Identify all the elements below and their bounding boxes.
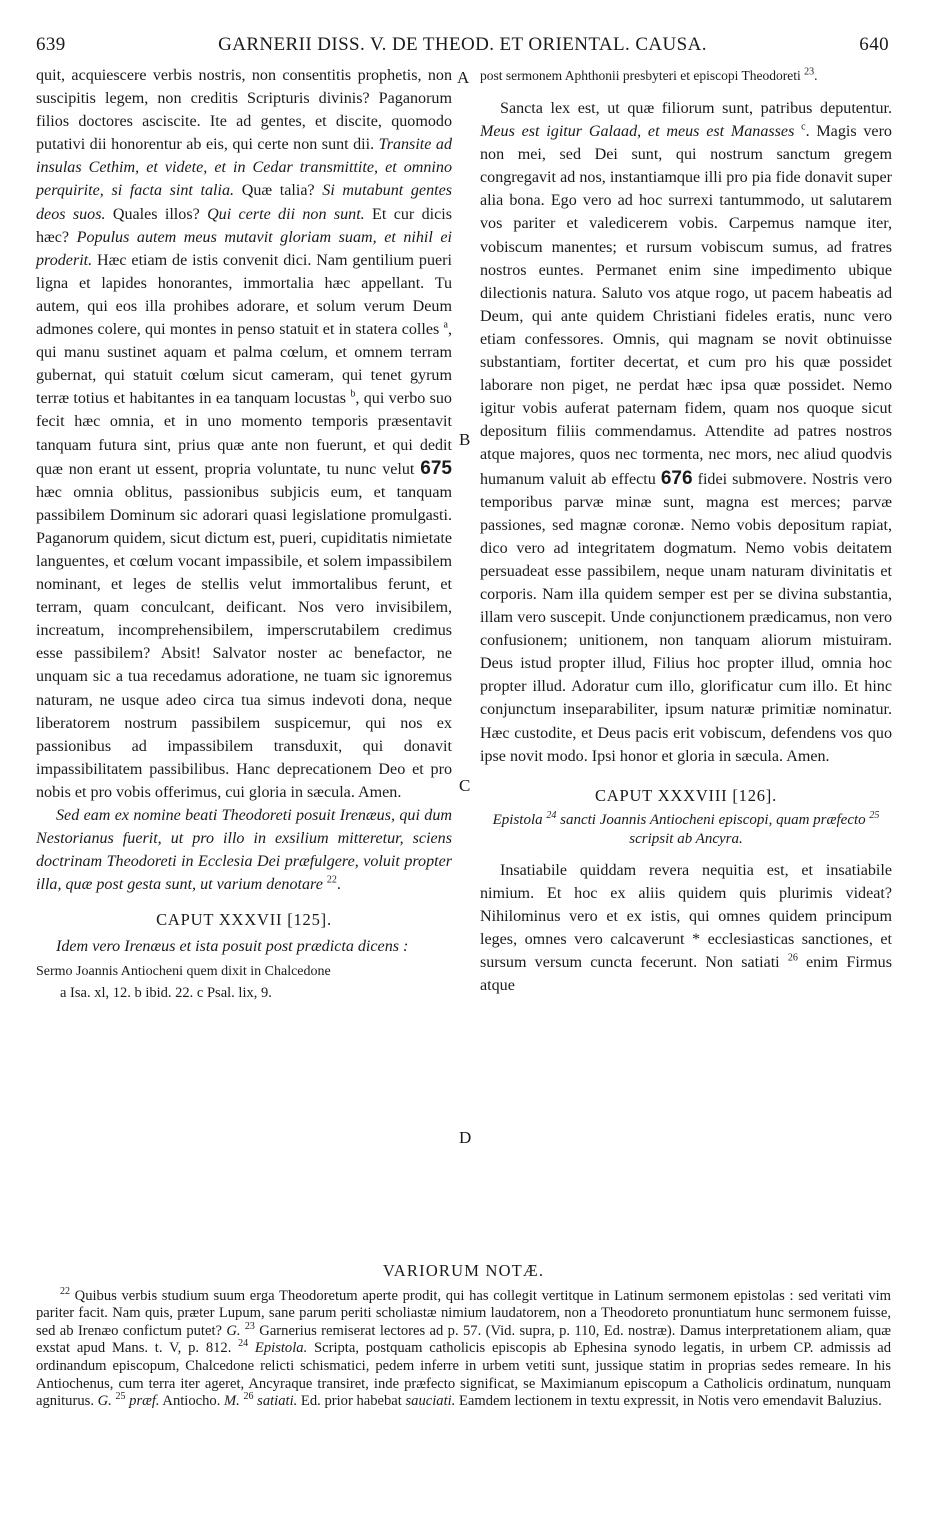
italic-text: Sed eam ex nomine beati Theodoreti posuit Irenæus, qui dum Nestorianus fuerit, ut pro illo in exsilium mitteretur, sciens doctrinam Theodoreti in Ecclesia Dei præfulgere, voluit propter illa, quæ post gesta sunt, ut varium denotare <box>36 807 452 894</box>
italic-text: Meus est igitur Galaad, et meus est Manasses <box>480 123 795 141</box>
italic-text: Epistola. <box>254 1340 308 1357</box>
caput-xxxviii-heading: CAPUT XXXVIII [126]. <box>594 785 778 805</box>
margin-letter-a: A <box>457 68 470 87</box>
note-reference: 25 <box>115 1391 126 1403</box>
page-number-right: 640 <box>859 34 889 55</box>
variorum-notes <box>36 1262 891 1411</box>
page-number-left: 639 <box>36 34 66 55</box>
italic-text: præf. <box>129 1393 160 1410</box>
italic-text: G. <box>97 1393 112 1410</box>
caput-xxxvii-heading: CAPUT XXXVII [125]. <box>156 910 332 930</box>
page-marker: 675 <box>420 457 452 479</box>
idem-paragraph: Idem vero Irenæus et ista posuit post prædicta dicens : <box>56 938 409 956</box>
italic-text: Transite ad insulas Cethim, et videte, et in Cedar transmittite, et omnino perquirite, si facta sint talia. <box>36 136 452 200</box>
note-reference: 25 <box>869 809 880 821</box>
right-column <box>480 68 892 997</box>
left-main-paragraph: quit, acquiescere verbis nostris, non consentitis prophetis, non suscipitis legem, non creditis Scripturis divinis? Paganorum filios doctores asciscite. Ite ad gentes, et discite, quomodo putativi dii honorentur ab eis, qui certe non sunt dii. Transite ad insulas Cethim, et videte, et in Cedar transmittite, et omnino perquirite, si facta sint talia. Quæ talia? Si mutabunt gentes deos suos. Quales illos? Qui certe dii non sunt. Et cur dicis hæc? Populus autem meus mutavit gloriam suam, et nihil ei proderit. Hæc etiam de istis convenit dici. Nam gentilium pueri ligna et lapides honorantes, immortalia hæc appellant. Tu autem, qui eos illa prohibes adorare, et solum verum Deum admones colere, qui montes in penso statuit et in statera colles $^a$, qui manu sustinet aquam et palma cœlum, et omnem terram gubernat, qui statuit cœlum sicut cameram, qui tenet gyrum terræ totius et habitantes in ea tanquam locustas $^b$, qui verbo suo fecit hæc omnia, et in uno momento temporis præsentavit tanquam futura sint, prius quæ ante non fuerunt, et qui dedit quæ non erant ut essent, propria voluntate, tu nunc velut 675 hæc omnia oblitus, passionibus subjicis eum, et tanquam passibilem Dominum sic adorari quasi legislatione promulgasti. Paganorum quidem, sicut dictum est, pueri, cupiditatis nimietate languentes, et cœlum vocant impassibile, et solem impassibilem nominant, et leges de stellis velut immortalibus ferunt, et terram, quam conculcant, deificant. Nos vero invisibilem, increatum, incomprehensibilem, imperscrutabilem credimus esse passibilem? Absit! Salvator noster ac benefactor, ne unquam sic a tua recedamus adoratione, ne tuam sic ignoremus naturam, ne usque adeo circa tua simus indevoti dona, neque liberatorem nostrum passibilem suspicemur, qui nos ex passionibus ad impassibilem transduxit, qui donavit impassibilitatem passibilibus. Hanc deprecationem Deo et pro nobis et pro vobis offerimus, cui gloria in sæcula. Amen. <box>36 67 453 801</box>
right-main-paragraph: Sancta lex est, ut quæ filiorum sunt, patribus deputentur. Meus est igitur Galaad, et meus est Manasses $^c$. Magis vero non mei, sed Dei sunt, qui nostrum sanctum gregem congregavit ad nos, instantiamque illi pro pia fide donavit super alia bona. Ego vero ad hoc surrexi tantummodo, ut salutarem vos pariter et valedicerem vobis. Carpemus namque iter, vobiscum manentes; et rursum vobiscum sumus, ad fratres nostros euntes. Permanet enim sine impedimento ubique dilectionis natura. Saluto vos atque rogo, ut pacem habeatis ad Deum, qui ante quidem Christiani fideles eratis, nunc vero etiam confessores. Omnis, qui magnam se novit obtinuisse substantiam, fortiter decertat, et cum pro his quæ possidet laborare non piget, ne perdat hæc ipsa quæ possidet. Nemo igitur vobis auferat paternam fidem, quam nos quoque sicut depositum filiis commendamus. Attendite ad patres nostros atque majores, quos nec tormenta, nec mors, nec aliud quodvis humanum valuit ab effectu 676 fidei submovere. Nostris vero temporibus parvæ minæ sunt, magna est merces; parvæ passiones, sed magnæ coronæ. Nemo vobis depositum rapiat, dico vero ad integritatem dogmatum. Nemo vobis deitatem persuadeat esse passibilem, neque unam naturam divinitatis et corporis. Nam illa quidem semper est per se divina substantia, illam vero suscepit. Unde conjunctionem prædicamus, non vero confusionem; unitionem, non tanquam aliorum mistuiram. Deus istud propter illud, Filius hoc propter illud, omnia hoc propter illud. Adoratur cum illo, glorificatur cum illo. Et hinc conjunctum inseparabiliter, ipsum naturæ primitiæ nominatur. Hæc custodite, et Deus pacis erit vobiscum, defendens vos quo ipse novit modo. Ipsi honor et gloria in sæcula. Amen. <box>480 100 892 765</box>
italic-text: G. <box>226 1322 241 1339</box>
sermo-intro: post sermonem Aphthonii presbyteri et episcopi Theodoreti $^{23}$. <box>480 66 818 83</box>
scripture-footnotes: a Isa. xl, 12. b ibid. 22. c Psal. lix, 9. <box>60 984 272 1001</box>
left-column <box>36 64 452 1003</box>
note-reference: 23 <box>244 1320 255 1332</box>
running-header <box>36 34 889 60</box>
notes-text: $^{22}$ Quibus verbis studium suum erga Theodoretum aperte prodit, qui has collegit vertitque in Latinum sermonem epistolas : sed veritati vim pariter facit. Nam quis, præter Lupum, sane parum periti scholiastæ nimium laudatorem, non a Theodoreto pronuntiatum hunc sermonem fuisse, sed ab Irenæo confictum putet? G. $^{23}$ Garnerius remiserat lectores ad p. 57. (Vid. supra, p. 110, Ed. nostræ). Damus interpretationem aliam, quæ exstat apud Mans. t. V, p. 812. $^{24}$ Epistola. Scripta, postquam catholicis episcopis ab Ephesina synodo legatis, in urbem CP. admissis ad ordinandum episcopum, Chalcedone relicti schismatici, pedem inferre in urbem vetiti sunt, jussique statim in proprias sedes remeare. In his Antiochenus, cum terra iter ageret, Ancyraque transiret, inde præfecto significat, se Maximianum episcopum a Catholicis ordinatum, nunquam agniturus. G. $^{25}$ præf. Antiocho. M. $^{26}$ satiati. Ed. prior habebat sauciati. Eamdem lectionem in textu expressit, in Notis vero emendavit Baluzius. <box>36 1285 891 1410</box>
italic-text: Populus autem meus mutavit gloriam suam, et nihil ei proderit. <box>36 228 453 269</box>
note-reference: 22 <box>60 1285 70 1297</box>
running-title: GARNERII DISS. V. DE THEOD. ET ORIENTAL. CAUSA. <box>218 34 707 55</box>
note-reference: 24 <box>238 1338 249 1350</box>
italic-text: sauciati. <box>405 1393 456 1410</box>
note-reference: 26 <box>787 952 798 964</box>
epistola-title: Epistola $^{24}$ sancti Joannis Antiocheni episcopi, quam præfecto $^{25}$ scripsit ab Ancyra. <box>492 809 880 847</box>
italic-text: Si mutabunt gentes deos suos. <box>36 182 452 223</box>
italic-text: Qui certe dii non sunt. <box>207 205 365 223</box>
note-reference: 23 <box>804 66 815 78</box>
irenaeus-note-paragraph: Sed eam ex nomine beati Theodoreti posuit Irenæus, qui dum Nestorianus fuerit, ut pro illo in exsilium mitteretur, sciens doctrinam Theodoreti in Ecclesia Dei præfulgere, voluit propter illa, quæ post gesta sunt, ut varium denotare $^{22}$. <box>36 807 452 894</box>
margin-letter-b: B <box>459 430 471 449</box>
margin-letter-d: D <box>459 1128 472 1147</box>
page-marker: 676 <box>660 467 693 489</box>
note-reference: c <box>801 121 806 133</box>
note-reference: 22 <box>326 874 337 886</box>
italic-text: M. <box>224 1393 240 1410</box>
epistola-paragraph: Insatiabile quiddam revera nequitia est, et insatiabile nimium. Et hoc ex aliis quidem quis plurimis videat? Nihilominus vero et ex istis, qui omnes quidem principum leges, omnes vero calcaverunt * ecclesiasticas sanctiones, et sursum versum cuncta fecerunt. Non satiati $^{26}$ enim Firmus atque <box>480 861 892 995</box>
italic-text: satiati. <box>257 1393 298 1410</box>
margin-letter-c: C <box>459 776 471 795</box>
note-reference: b <box>350 388 356 400</box>
note-reference: 24 <box>546 809 557 821</box>
note-reference: a <box>443 319 448 331</box>
notes-title: VARIORUM NOTÆ. <box>382 1261 545 1280</box>
note-reference: 26 <box>243 1391 254 1403</box>
sermo-paragraph: Sermo Joannis Antiocheni quem dixit in Chalcedone <box>36 963 331 979</box>
